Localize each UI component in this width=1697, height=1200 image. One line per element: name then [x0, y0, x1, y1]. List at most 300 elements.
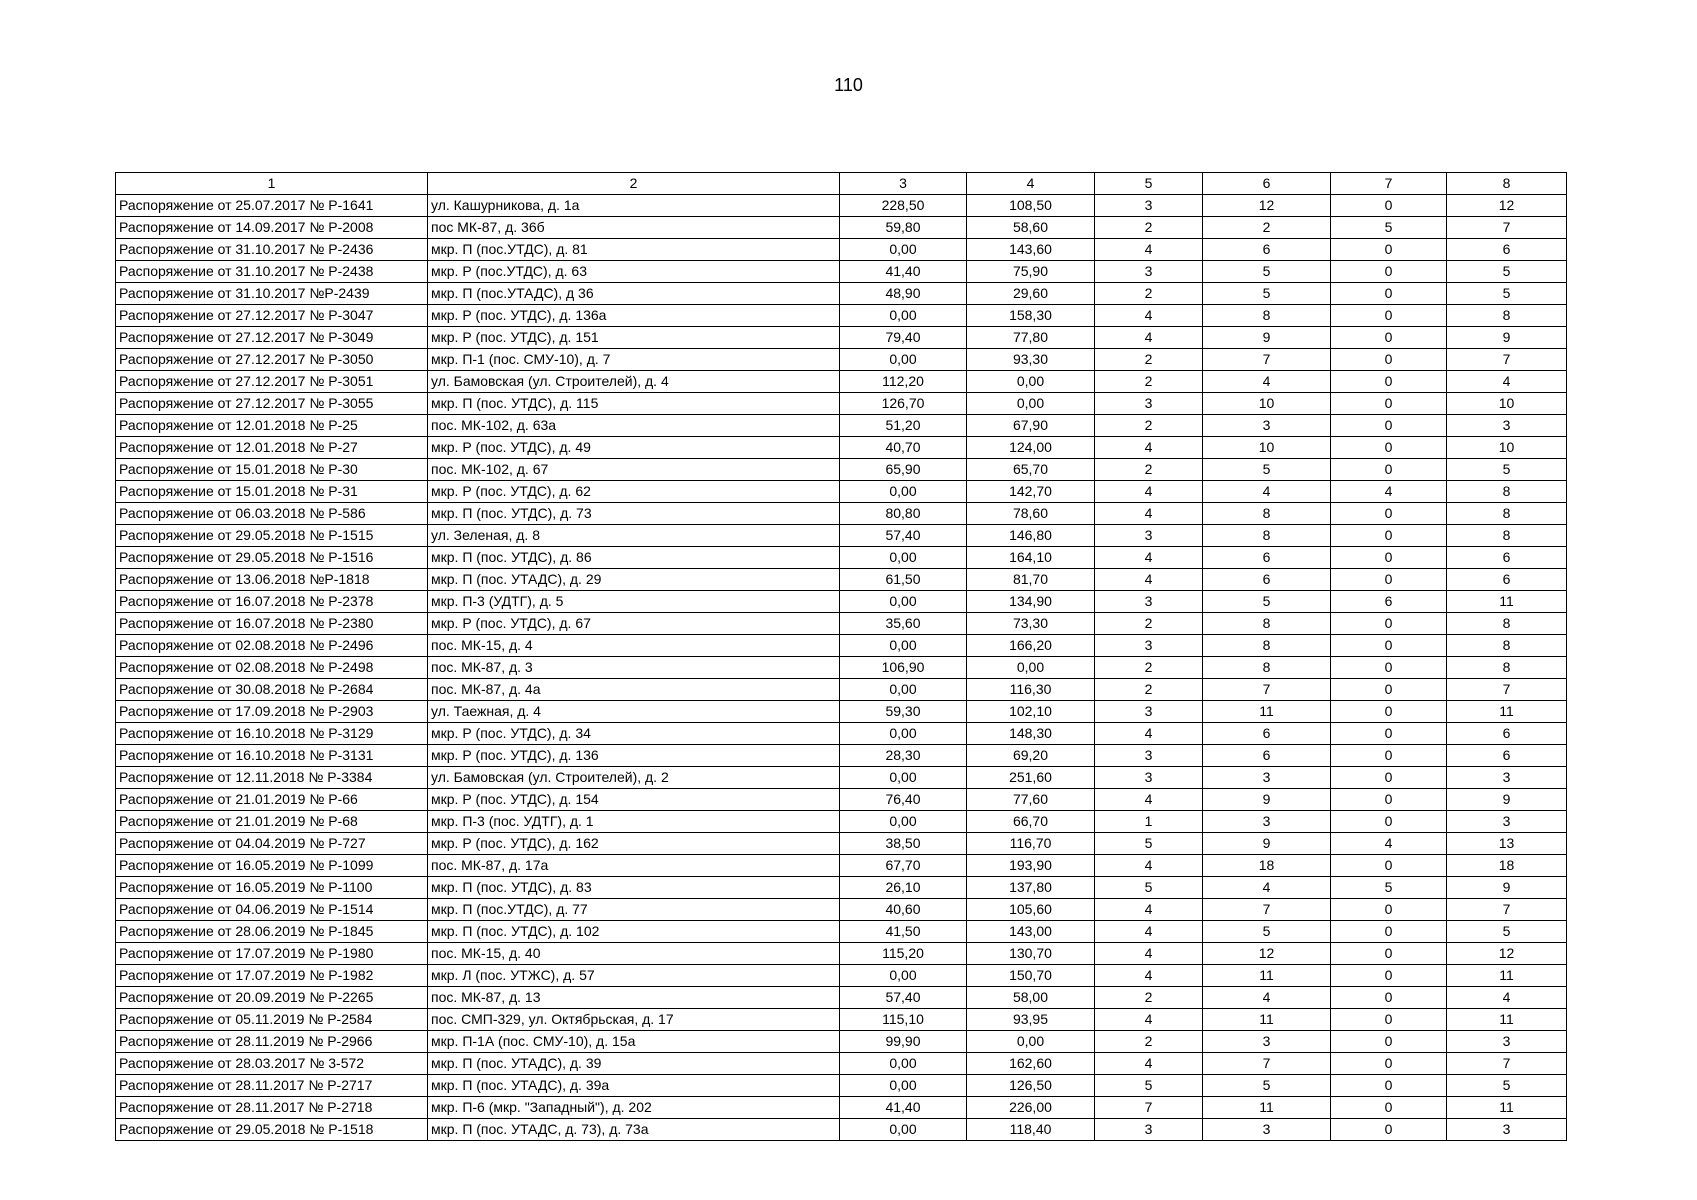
- value-cell: 226,00: [967, 1097, 1095, 1119]
- address-cell: пос МК-87, д. 36б: [428, 217, 840, 239]
- address-cell: мкр. П (пос.УТДС), д. 81: [428, 239, 840, 261]
- document-cell: Распоряжение от 16.07.2018 № Р-2378: [116, 591, 428, 613]
- document-cell: Распоряжение от 14.09.2017 № Р-2008: [116, 217, 428, 239]
- address-cell: мкр. П (пос. УТДС), д. 83: [428, 877, 840, 899]
- address-cell: мкр. П (пос. УТДС), д. 86: [428, 547, 840, 569]
- table-row: [116, 1009, 1567, 1031]
- document-cell: Распоряжение от 04.04.2019 № Р-727: [116, 833, 428, 855]
- count-cell: 0: [1331, 1053, 1447, 1075]
- count-cell: 13: [1447, 833, 1567, 855]
- value-cell: 0,00: [840, 591, 967, 613]
- count-cell: 18: [1447, 855, 1567, 877]
- table-row: [116, 327, 1567, 349]
- value-cell: 166,20: [967, 635, 1095, 657]
- value-cell: 148,30: [967, 723, 1095, 745]
- value-cell: 0,00: [840, 635, 967, 657]
- count-cell: 0: [1331, 723, 1447, 745]
- document-cell: Распоряжение от 20.09.2019 № Р-2265: [116, 987, 428, 1009]
- document-cell: Распоряжение от 27.12.2017 № Р-3047: [116, 305, 428, 327]
- document-cell: Распоряжение от 28.11.2019 № Р-2966: [116, 1031, 428, 1053]
- address-cell: пос. МК-87, д. 13: [428, 987, 840, 1009]
- table-row: [116, 481, 1567, 503]
- count-cell: 3: [1203, 415, 1331, 437]
- count-cell: 3: [1447, 1031, 1567, 1053]
- document-cell: Распоряжение от 31.10.2017 № Р-2436: [116, 239, 428, 261]
- count-cell: 5: [1203, 921, 1331, 943]
- count-cell: 2: [1095, 657, 1203, 679]
- count-cell: 2: [1095, 415, 1203, 437]
- count-cell: 11: [1203, 701, 1331, 723]
- value-cell: 81,70: [967, 569, 1095, 591]
- value-cell: 143,00: [967, 921, 1095, 943]
- value-cell: 28,30: [840, 745, 967, 767]
- count-cell: 3: [1095, 591, 1203, 613]
- count-cell: 9: [1203, 833, 1331, 855]
- table-row: [116, 943, 1567, 965]
- count-cell: 0: [1331, 921, 1447, 943]
- address-cell: мкр. Р (пос. УТДС), д. 49: [428, 437, 840, 459]
- value-cell: 162,60: [967, 1053, 1095, 1075]
- count-cell: 6: [1203, 745, 1331, 767]
- address-cell: ул. Зеленая, д. 8: [428, 525, 840, 547]
- count-cell: 2: [1095, 217, 1203, 239]
- table-header-row: [116, 173, 1567, 195]
- document-cell: Распоряжение от 31.10.2017 № Р-2438: [116, 261, 428, 283]
- value-cell: 193,90: [967, 855, 1095, 877]
- count-cell: 0: [1331, 899, 1447, 921]
- count-cell: 4: [1095, 1009, 1203, 1031]
- value-cell: 48,90: [840, 283, 967, 305]
- count-cell: 2: [1203, 217, 1331, 239]
- address-cell: пос. МК-87, д. 3: [428, 657, 840, 679]
- count-cell: 12: [1203, 943, 1331, 965]
- document-cell: Распоряжение от 02.08.2018 № Р-2498: [116, 657, 428, 679]
- value-cell: 112,20: [840, 371, 967, 393]
- value-cell: 0,00: [840, 767, 967, 789]
- count-cell: 3: [1447, 811, 1567, 833]
- table-row: [116, 1031, 1567, 1053]
- table-row: [116, 1119, 1567, 1141]
- count-cell: 4: [1095, 921, 1203, 943]
- count-cell: 4: [1095, 1053, 1203, 1075]
- table-row: [116, 371, 1567, 393]
- document-cell: Распоряжение от 04.06.2019 № Р-1514: [116, 899, 428, 921]
- count-cell: 3: [1095, 393, 1203, 415]
- count-cell: 8: [1203, 525, 1331, 547]
- count-cell: 3: [1095, 745, 1203, 767]
- table-row: [116, 833, 1567, 855]
- address-cell: мкр. П-6 (мкр. "Западный"), д. 202: [428, 1097, 840, 1119]
- count-cell: 7: [1447, 349, 1567, 371]
- count-cell: 0: [1331, 503, 1447, 525]
- table-body: [116, 173, 1567, 1141]
- count-cell: 5: [1095, 877, 1203, 899]
- value-cell: 116,30: [967, 679, 1095, 701]
- count-cell: 6: [1203, 569, 1331, 591]
- count-cell: 4: [1095, 305, 1203, 327]
- address-cell: мкр. П (пос.УТАДС), д 36: [428, 283, 840, 305]
- document-cell: Распоряжение от 12.01.2018 № Р-27: [116, 437, 428, 459]
- value-cell: 35,60: [840, 613, 967, 635]
- count-cell: 5: [1203, 1075, 1331, 1097]
- value-cell: 58,60: [967, 217, 1095, 239]
- table-row: [116, 701, 1567, 723]
- value-cell: 115,10: [840, 1009, 967, 1031]
- count-cell: 4: [1203, 371, 1331, 393]
- count-cell: 7: [1203, 679, 1331, 701]
- count-cell: 9: [1447, 877, 1567, 899]
- count-cell: 0: [1331, 239, 1447, 261]
- count-cell: 0: [1331, 657, 1447, 679]
- count-cell: 6: [1447, 745, 1567, 767]
- table-row: [116, 195, 1567, 217]
- document-cell: Распоряжение от 27.12.2017 № Р-3055: [116, 393, 428, 415]
- count-cell: 7: [1447, 899, 1567, 921]
- address-cell: мкр. П (пос. УТАДС), д. 29: [428, 569, 840, 591]
- document-cell: Распоряжение от 27.12.2017 № Р-3051: [116, 371, 428, 393]
- count-cell: 0: [1331, 789, 1447, 811]
- table-row: [116, 525, 1567, 547]
- value-cell: 73,30: [967, 613, 1095, 635]
- count-cell: 10: [1447, 437, 1567, 459]
- count-cell: 12: [1447, 943, 1567, 965]
- count-cell: 0: [1331, 415, 1447, 437]
- value-cell: 41,40: [840, 1097, 967, 1119]
- count-cell: 5: [1203, 459, 1331, 481]
- address-cell: мкр. П (пос. УТДС), д. 73: [428, 503, 840, 525]
- value-cell: 146,80: [967, 525, 1095, 547]
- address-cell: мкр. Р (пос.УТДС), д. 63: [428, 261, 840, 283]
- value-cell: 26,10: [840, 877, 967, 899]
- count-cell: 11: [1447, 1009, 1567, 1031]
- count-cell: 8: [1203, 657, 1331, 679]
- count-cell: 0: [1331, 437, 1447, 459]
- column-header: 1: [116, 173, 428, 195]
- count-cell: 0: [1331, 767, 1447, 789]
- table-row: [116, 745, 1567, 767]
- value-cell: 0,00: [840, 305, 967, 327]
- table-row: [116, 855, 1567, 877]
- count-cell: 8: [1447, 525, 1567, 547]
- document-cell: Распоряжение от 27.12.2017 № Р-3049: [116, 327, 428, 349]
- value-cell: 126,70: [840, 393, 967, 415]
- address-cell: мкр. П (пос. УТДС), д. 115: [428, 393, 840, 415]
- count-cell: 6: [1203, 239, 1331, 261]
- value-cell: 66,70: [967, 811, 1095, 833]
- count-cell: 4: [1095, 503, 1203, 525]
- value-cell: 41,50: [840, 921, 967, 943]
- table-row: [116, 591, 1567, 613]
- count-cell: 7: [1447, 1053, 1567, 1075]
- count-cell: 3: [1095, 261, 1203, 283]
- address-cell: мкр. П-3 (пос. УДТГ), д. 1: [428, 811, 840, 833]
- table-row: [116, 459, 1567, 481]
- value-cell: 0,00: [840, 481, 967, 503]
- count-cell: 2: [1095, 349, 1203, 371]
- count-cell: 8: [1447, 613, 1567, 635]
- count-cell: 3: [1095, 525, 1203, 547]
- document-cell: Распоряжение от 31.10.2017 №Р-2439: [116, 283, 428, 305]
- count-cell: 11: [1447, 591, 1567, 613]
- count-cell: 11: [1203, 965, 1331, 987]
- count-cell: 4: [1095, 547, 1203, 569]
- address-cell: мкр. Р (пос. УТДС), д. 154: [428, 789, 840, 811]
- count-cell: 2: [1095, 283, 1203, 305]
- document-cell: Распоряжение от 17.07.2019 № Р-1980: [116, 943, 428, 965]
- count-cell: 0: [1331, 811, 1447, 833]
- table-row: [116, 239, 1567, 261]
- count-cell: 6: [1447, 547, 1567, 569]
- count-cell: 4: [1095, 481, 1203, 503]
- count-cell: 6: [1447, 723, 1567, 745]
- document-cell: Распоряжение от 28.06.2019 № Р-1845: [116, 921, 428, 943]
- value-cell: 59,80: [840, 217, 967, 239]
- count-cell: 5: [1447, 1075, 1567, 1097]
- address-cell: пос. МК-15, д. 40: [428, 943, 840, 965]
- count-cell: 5: [1095, 1075, 1203, 1097]
- count-cell: 4: [1095, 437, 1203, 459]
- address-cell: мкр. Л (пос. УТЖС), д. 57: [428, 965, 840, 987]
- count-cell: 0: [1331, 525, 1447, 547]
- count-cell: 0: [1331, 371, 1447, 393]
- column-header: 3: [840, 173, 967, 195]
- table-row: [116, 789, 1567, 811]
- count-cell: 4: [1095, 965, 1203, 987]
- count-cell: 3: [1095, 1119, 1203, 1141]
- count-cell: 3: [1203, 767, 1331, 789]
- document-cell: Распоряжение от 27.12.2017 № Р-3050: [116, 349, 428, 371]
- count-cell: 0: [1331, 195, 1447, 217]
- count-cell: 3: [1203, 811, 1331, 833]
- count-cell: 2: [1095, 987, 1203, 1009]
- count-cell: 6: [1447, 239, 1567, 261]
- value-cell: 51,20: [840, 415, 967, 437]
- value-cell: 41,40: [840, 261, 967, 283]
- table-row: [116, 437, 1567, 459]
- document-cell: Распоряжение от 21.01.2019 № Р-66: [116, 789, 428, 811]
- count-cell: 0: [1331, 943, 1447, 965]
- value-cell: 75,90: [967, 261, 1095, 283]
- table-row: [116, 965, 1567, 987]
- count-cell: 11: [1447, 965, 1567, 987]
- value-cell: 106,90: [840, 657, 967, 679]
- value-cell: 130,70: [967, 943, 1095, 965]
- count-cell: 3: [1095, 195, 1203, 217]
- count-cell: 9: [1203, 789, 1331, 811]
- count-cell: 10: [1203, 437, 1331, 459]
- count-cell: 2: [1095, 613, 1203, 635]
- count-cell: 11: [1447, 701, 1567, 723]
- count-cell: 9: [1447, 327, 1567, 349]
- count-cell: 6: [1203, 547, 1331, 569]
- count-cell: 0: [1331, 855, 1447, 877]
- document-cell: Распоряжение от 15.01.2018 № Р-31: [116, 481, 428, 503]
- value-cell: 0,00: [840, 1119, 967, 1141]
- value-cell: 65,90: [840, 459, 967, 481]
- table-row: [116, 613, 1567, 635]
- count-cell: 7: [1203, 1053, 1331, 1075]
- address-cell: мкр. П-1А (пос. СМУ-10), д. 15а: [428, 1031, 840, 1053]
- table-row: [116, 503, 1567, 525]
- value-cell: 108,50: [967, 195, 1095, 217]
- address-cell: мкр. Р (пос. УТДС), д. 162: [428, 833, 840, 855]
- count-cell: 6: [1331, 591, 1447, 613]
- address-cell: мкр. П (пос.УТДС), д. 77: [428, 899, 840, 921]
- count-cell: 5: [1447, 283, 1567, 305]
- table-row: [116, 393, 1567, 415]
- count-cell: 0: [1331, 459, 1447, 481]
- document-cell: Распоряжение от 16.10.2018 № Р-3129: [116, 723, 428, 745]
- count-cell: 4: [1095, 899, 1203, 921]
- count-cell: 8: [1447, 635, 1567, 657]
- count-cell: 4: [1095, 327, 1203, 349]
- count-cell: 0: [1331, 547, 1447, 569]
- address-cell: ул. Таежная, д. 4: [428, 701, 840, 723]
- value-cell: 67,90: [967, 415, 1095, 437]
- table-row: [116, 987, 1567, 1009]
- table-row: [116, 635, 1567, 657]
- table-row: [116, 305, 1567, 327]
- value-cell: 61,50: [840, 569, 967, 591]
- document-cell: Распоряжение от 12.11.2018 № Р-3384: [116, 767, 428, 789]
- value-cell: 0,00: [840, 811, 967, 833]
- count-cell: 4: [1447, 371, 1567, 393]
- count-cell: 1: [1095, 811, 1203, 833]
- count-cell: 0: [1331, 283, 1447, 305]
- count-cell: 3: [1203, 1119, 1331, 1141]
- count-cell: 0: [1331, 305, 1447, 327]
- document-cell: Распоряжение от 15.01.2018 № Р-30: [116, 459, 428, 481]
- address-cell: пос. МК-102, д. 63а: [428, 415, 840, 437]
- address-cell: мкр. Р (пос. УТДС), д. 62: [428, 481, 840, 503]
- count-cell: 7: [1447, 217, 1567, 239]
- table-row: [116, 921, 1567, 943]
- count-cell: 4: [1095, 855, 1203, 877]
- address-cell: мкр. Р (пос. УТДС), д. 67: [428, 613, 840, 635]
- value-cell: 158,30: [967, 305, 1095, 327]
- count-cell: 5: [1447, 459, 1567, 481]
- table-row: [116, 283, 1567, 305]
- data-table: [115, 172, 1567, 1141]
- count-cell: 5: [1447, 261, 1567, 283]
- table-row: [116, 569, 1567, 591]
- count-cell: 5: [1203, 591, 1331, 613]
- count-cell: 7: [1095, 1097, 1203, 1119]
- address-cell: мкр. П (пос. УТДС), д. 102: [428, 921, 840, 943]
- count-cell: 18: [1203, 855, 1331, 877]
- document-cell: Распоряжение от 16.05.2019 № Р-1100: [116, 877, 428, 899]
- document-cell: Распоряжение от 28.03.2017 № 3-572: [116, 1053, 428, 1075]
- count-cell: 2: [1095, 371, 1203, 393]
- count-cell: 5: [1331, 877, 1447, 899]
- value-cell: 77,60: [967, 789, 1095, 811]
- address-cell: мкр. Р (пос. УТДС), д. 34: [428, 723, 840, 745]
- value-cell: 78,60: [967, 503, 1095, 525]
- count-cell: 2: [1095, 459, 1203, 481]
- count-cell: 0: [1331, 679, 1447, 701]
- value-cell: 80,80: [840, 503, 967, 525]
- value-cell: 0,00: [840, 1075, 967, 1097]
- value-cell: 99,90: [840, 1031, 967, 1053]
- table-row: [116, 877, 1567, 899]
- count-cell: 5: [1203, 283, 1331, 305]
- count-cell: 4: [1095, 569, 1203, 591]
- count-cell: 7: [1447, 679, 1567, 701]
- table-row: [116, 415, 1567, 437]
- value-cell: 124,00: [967, 437, 1095, 459]
- count-cell: 3: [1095, 701, 1203, 723]
- column-header: 4: [967, 173, 1095, 195]
- count-cell: 4: [1203, 877, 1331, 899]
- count-cell: 8: [1447, 305, 1567, 327]
- address-cell: мкр. Р (пос. УТДС), д. 136: [428, 745, 840, 767]
- value-cell: 0,00: [967, 1031, 1095, 1053]
- count-cell: 4: [1331, 833, 1447, 855]
- value-cell: 93,30: [967, 349, 1095, 371]
- value-cell: 77,80: [967, 327, 1095, 349]
- column-header: 6: [1203, 173, 1331, 195]
- value-cell: 115,20: [840, 943, 967, 965]
- document-cell: Распоряжение от 21.01.2019 № Р-68: [116, 811, 428, 833]
- value-cell: 102,10: [967, 701, 1095, 723]
- count-cell: 0: [1331, 569, 1447, 591]
- document-cell: Распоряжение от 17.07.2019 № Р-1982: [116, 965, 428, 987]
- count-cell: 0: [1331, 1075, 1447, 1097]
- count-cell: 0: [1331, 261, 1447, 283]
- value-cell: 65,70: [967, 459, 1095, 481]
- count-cell: 11: [1203, 1097, 1331, 1119]
- value-cell: 0,00: [840, 547, 967, 569]
- table-row: [116, 547, 1567, 569]
- table-row: [116, 811, 1567, 833]
- table-row: [116, 349, 1567, 371]
- count-cell: 3: [1203, 1031, 1331, 1053]
- value-cell: 0,00: [967, 393, 1095, 415]
- count-cell: 8: [1203, 503, 1331, 525]
- value-cell: 143,60: [967, 239, 1095, 261]
- count-cell: 12: [1447, 195, 1567, 217]
- count-cell: 4: [1203, 987, 1331, 1009]
- count-cell: 0: [1331, 1031, 1447, 1053]
- value-cell: 0,00: [840, 679, 967, 701]
- count-cell: 0: [1331, 1119, 1447, 1141]
- column-header: 7: [1331, 173, 1447, 195]
- document-cell: Распоряжение от 25.07.2017 № Р-1641: [116, 195, 428, 217]
- value-cell: 118,40: [967, 1119, 1095, 1141]
- count-cell: 2: [1095, 1031, 1203, 1053]
- count-cell: 4: [1095, 723, 1203, 745]
- document-cell: Распоряжение от 05.11.2019 № Р-2584: [116, 1009, 428, 1031]
- value-cell: 0,00: [967, 657, 1095, 679]
- value-cell: 0,00: [840, 965, 967, 987]
- value-cell: 57,40: [840, 525, 967, 547]
- address-cell: ул. Бамовская (ул. Строителей), д. 2: [428, 767, 840, 789]
- document-cell: Распоряжение от 02.08.2018 № Р-2496: [116, 635, 428, 657]
- count-cell: 6: [1203, 723, 1331, 745]
- value-cell: 116,70: [967, 833, 1095, 855]
- value-cell: 69,20: [967, 745, 1095, 767]
- value-cell: 38,50: [840, 833, 967, 855]
- table-row: [116, 217, 1567, 239]
- count-cell: 4: [1331, 481, 1447, 503]
- count-cell: 0: [1331, 613, 1447, 635]
- count-cell: 9: [1447, 789, 1567, 811]
- value-cell: 67,70: [840, 855, 967, 877]
- count-cell: 11: [1447, 1097, 1567, 1119]
- value-cell: 29,60: [967, 283, 1095, 305]
- count-cell: 11: [1203, 1009, 1331, 1031]
- value-cell: 134,90: [967, 591, 1095, 613]
